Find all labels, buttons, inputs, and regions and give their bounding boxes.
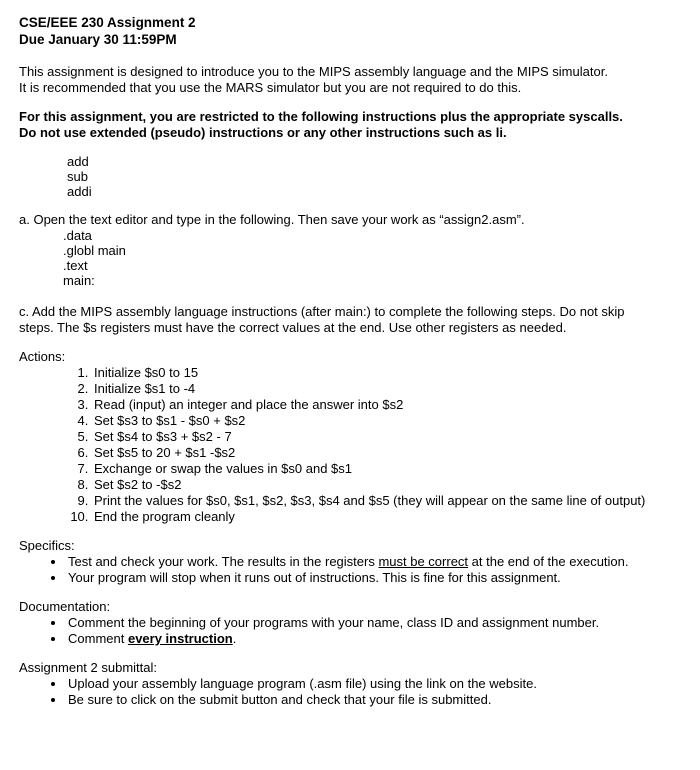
actions-list	[19, 365, 689, 525]
specifics-item: • Your program will stop when it runs out of instructions. This is fine for this assignment.	[66, 570, 689, 586]
instruction-item: addi	[67, 184, 92, 199]
specifics-item	[66, 554, 689, 570]
assignment-title: CSE/EEE 230 Assignment 2	[19, 15, 196, 30]
action-item: 4. Set $s3 to $s1 - $s0 + $s2	[92, 413, 689, 429]
submittal-item: • Be sure to click on the submit button and check that your file is submitted.	[66, 692, 689, 708]
code-line: .globl main	[63, 243, 126, 258]
specifics-heading: Specifics:	[19, 538, 75, 553]
underlined-text: must be correct	[378, 554, 469, 569]
documentation-text: Comment	[68, 631, 128, 646]
allowed-instruction-list	[19, 154, 689, 199]
step-c-paragraph	[19, 304, 689, 336]
submittal-heading: Assignment 2 submittal:	[19, 660, 158, 675]
action-item: 5. Set $s4 to $s3 + $s2 - 7	[92, 429, 689, 445]
restriction-line: For this assignment, you are restricted to the following instructions plus the appropriate syscalls.	[19, 109, 623, 124]
documentation-text: .	[232, 631, 237, 646]
code-snippet	[19, 228, 689, 288]
code-line: main:	[63, 273, 95, 288]
instruction-item: add	[67, 154, 89, 169]
specifics-text: at the end of the execution.	[468, 554, 629, 569]
restriction-paragraph	[19, 109, 689, 141]
code-line: .text	[63, 258, 88, 273]
specifics-list	[19, 554, 689, 586]
actions-heading: Actions:	[19, 349, 66, 364]
action-item: 1. Initialize $s0 to 15	[92, 365, 689, 381]
documentation-item: • Comment the beginning of your programs with your name, class ID and assignment number.	[66, 615, 689, 631]
action-item: 10. End the program cleanly	[92, 509, 689, 525]
action-item: 6. Set $s5 to 20 + $s1 -$s2	[92, 445, 689, 461]
emphasized-text: every instruction	[127, 631, 233, 646]
action-item: 7. Exchange or swap the values in $s0 and $s1	[92, 461, 689, 477]
step-c-line: steps. The $s registers must have the correct values at the end. Use other registers as needed.	[19, 320, 567, 335]
action-item: 3. Read (input) an integer and place the answer into $s2	[92, 397, 689, 413]
intro-paragraph	[19, 64, 689, 96]
due-date: Due January 30 11:59PM	[19, 32, 177, 47]
restriction-line: Do not use extended (pseudo) instructions or any other instructions such as li.	[19, 125, 507, 140]
step-c-line: c. Add the MIPS assembly language instructions (after main:) to complete the following steps. Do not skip	[19, 304, 625, 319]
intro-line: It is recommended that you use the MARS simulator but you are not required to do this.	[19, 80, 522, 95]
assignment-document	[19, 14, 689, 708]
documentation-heading: Documentation:	[19, 599, 111, 614]
code-line: .data	[63, 228, 92, 243]
action-item: 2. Initialize $s1 to -4	[92, 381, 689, 397]
documentation-item	[66, 631, 689, 647]
intro-line: This assignment is designed to introduce you to the MIPS assembly language and the MIPS simulator.	[19, 64, 608, 79]
step-a-text: a. Open the text editor and type in the following. Then save your work as “assign2.asm”.	[19, 212, 525, 227]
submittal-list	[19, 676, 689, 708]
instruction-item: sub	[67, 169, 88, 184]
documentation-list	[19, 615, 689, 647]
specifics-text: Test and check your work. The results in the registers	[68, 554, 379, 569]
action-item: 8. Set $s2 to -$s2	[92, 477, 689, 493]
submittal-item: • Upload your assembly language program (.asm file) using the link on the website.	[66, 676, 689, 692]
action-item: 9. Print the values for $s0, $s1, $s2, $s3, $s4 and $s5 (they will appear on the same line of output)	[92, 493, 689, 509]
